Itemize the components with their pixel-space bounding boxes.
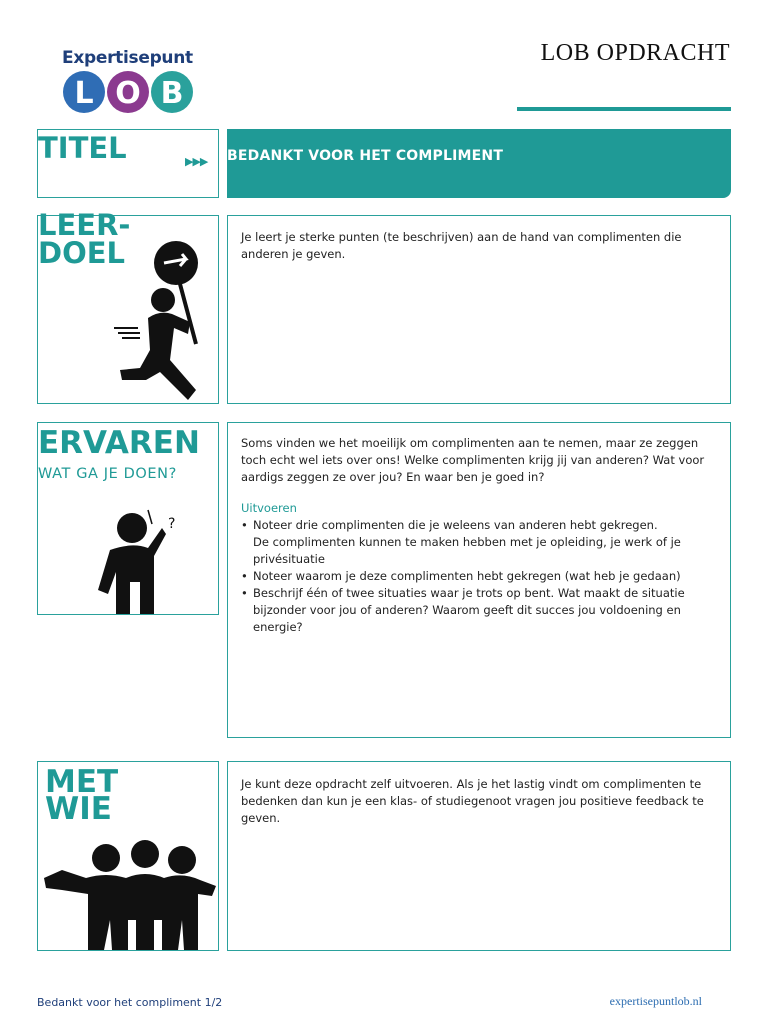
metwie-label-line2: WIE	[45, 791, 112, 827]
leerdoel-label-line2: DOEL	[38, 236, 126, 270]
header-divider	[517, 107, 731, 111]
page-title: LOB OPDRACHT	[540, 40, 730, 66]
ervaren-bullet-list	[241, 517, 707, 636]
logo-letter-l: L	[74, 76, 94, 111]
svg-text:?: ?	[168, 516, 176, 532]
ervaren-content	[241, 435, 707, 636]
list-item: • Beschrijf één of twee situaties waar je trots op bent. Wat maakt de situatie bijzonder voor jou of anderen? Waarom geeft dit succes jou voldoening en energie?	[241, 585, 707, 636]
thinking-person-icon	[92, 494, 192, 616]
titel-label: TITEL	[38, 131, 127, 165]
ervaren-subheading: Uitvoeren	[241, 501, 297, 515]
logo-top-text: Expertisepunt	[62, 48, 193, 68]
logo-letter-b: B	[160, 76, 184, 111]
leerdoel-label-line1: LEER-	[38, 208, 131, 242]
group-of-people-icon	[42, 838, 218, 950]
runner-with-sign-icon	[110, 240, 210, 406]
footer-website-link[interactable]: expertisepuntlob.nl	[609, 994, 702, 1008]
metwie-text: Je kunt deze opdracht zelf uitvoeren. Als je het lastig vindt om complimenten te bedenken dan kun je een klas- of studiegenoot vragen jou positieve feedback te geven.	[241, 777, 704, 825]
list-item: • Noteer drie complimenten die je weleens van anderen hebt gekregen. De complimenten kunnen te maken hebben met je opleiding, je werk of je privésituatie	[241, 517, 707, 568]
title-banner	[227, 129, 731, 198]
assignment-title: BEDANKT VOOR HET COMPLIMENT	[227, 148, 504, 164]
leerdoel-text: Je leert je sterke punten (te beschrijven) aan de hand van complimenten die anderen je geven.	[241, 230, 682, 261]
ervaren-sublabel: WAT GA JE DOEN?	[38, 466, 177, 482]
ervaren-label: ERVAREN	[38, 425, 200, 461]
list-item: • Noteer waarom je deze complimenten hebt gekregen (wat heb je gedaan)	[241, 568, 707, 585]
metwie-label-line1: MET	[45, 764, 119, 800]
ervaren-intro: Soms vinden we het moeilijk om complimenten aan te nemen, maar ze zeggen toch echt wel iets over ons! Welke complimenten krijg jij van anderen? Wat voor aardigs zeggen ze over jou? En waar ben je goed in?	[241, 436, 705, 484]
logo-letter-o: O	[115, 76, 141, 111]
arrows-icon: ▶▶▶	[185, 156, 208, 168]
logo	[60, 48, 200, 118]
logo-circles	[62, 70, 198, 114]
footer-page-info: Bedankt voor het compliment 1/2	[37, 996, 223, 1009]
